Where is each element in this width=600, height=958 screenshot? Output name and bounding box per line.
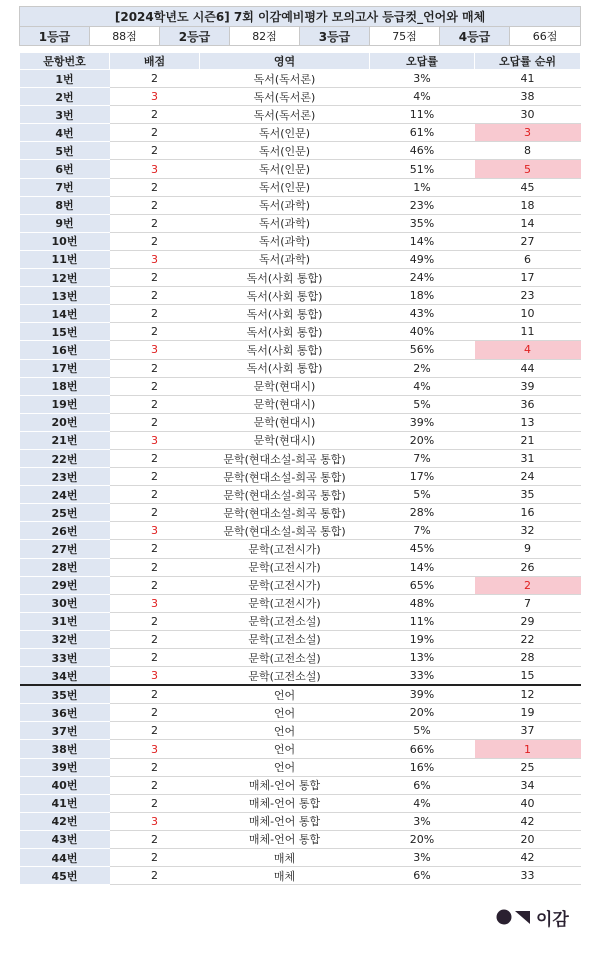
- points-cell: 2: [110, 269, 200, 287]
- table-row: [20, 576, 581, 594]
- grade-label: 1등급: [20, 27, 90, 46]
- question-number: 31번: [20, 612, 110, 630]
- question-number: 39번: [20, 758, 110, 776]
- wrong-rank-cell: 40: [475, 794, 581, 812]
- question-number: 3번: [20, 106, 110, 124]
- question-number: 45번: [20, 867, 110, 885]
- wrong-rate-cell: 3%: [370, 849, 475, 867]
- wrong-rate-cell: 45%: [370, 540, 475, 558]
- wrong-rank-cell: 26: [475, 558, 581, 576]
- table-row: [20, 88, 581, 106]
- area-cell: 문학(현대시): [200, 377, 370, 395]
- area-cell: 문학(고전소설): [200, 649, 370, 667]
- wrong-rank-cell: 37: [475, 722, 581, 740]
- wrong-rank-cell: 18: [475, 196, 581, 214]
- wrong-rate-cell: 23%: [370, 196, 475, 214]
- points-cell: 2: [110, 704, 200, 722]
- table-header: [20, 53, 581, 70]
- wrong-rank-cell: 20: [475, 830, 581, 848]
- table-row: [20, 250, 581, 268]
- points-cell: 2: [110, 142, 200, 160]
- wrong-rate-cell: 35%: [370, 214, 475, 232]
- area-cell: 문학(고전시가): [200, 594, 370, 612]
- area-cell: 독서(인문): [200, 160, 370, 178]
- table-row: [20, 359, 581, 377]
- table-row: [20, 867, 581, 885]
- area-cell: 문학(고전소설): [200, 630, 370, 648]
- wrong-rank-cell: 23: [475, 287, 581, 305]
- points-cell: 2: [110, 504, 200, 522]
- wrong-rank-cell: 5: [475, 160, 581, 178]
- col-header-wrong-rate: 오답률: [370, 53, 475, 70]
- points-cell: 3: [110, 250, 200, 268]
- points-cell: 2: [110, 395, 200, 413]
- wrong-rate-cell: 11%: [370, 106, 475, 124]
- igam-logo: [496, 906, 569, 928]
- points-cell: 2: [110, 830, 200, 848]
- wrong-rate-cell: 7%: [370, 449, 475, 467]
- wrong-rate-cell: 20%: [370, 704, 475, 722]
- points-cell: 2: [110, 776, 200, 794]
- wrong-rank-cell: 21: [475, 431, 581, 449]
- wrong-rate-cell: 17%: [370, 468, 475, 486]
- points-cell: 3: [110, 160, 200, 178]
- table-row: [20, 522, 581, 540]
- area-cell: 문학(현대시): [200, 395, 370, 413]
- wrong-rate-cell: 2%: [370, 359, 475, 377]
- table-body: [20, 70, 581, 885]
- area-cell: 독서(과학): [200, 232, 370, 250]
- table-row: [20, 612, 581, 630]
- question-number: 30번: [20, 594, 110, 612]
- wrong-rate-cell: 14%: [370, 558, 475, 576]
- question-number: 27번: [20, 540, 110, 558]
- question-number: 17번: [20, 359, 110, 377]
- wrong-rate-cell: 16%: [370, 758, 475, 776]
- question-stats-table: [19, 52, 581, 885]
- table-row: [20, 486, 581, 504]
- question-number: 35번: [20, 685, 110, 704]
- table-row: [20, 341, 581, 359]
- wrong-rank-cell: 45: [475, 178, 581, 196]
- question-number: 24번: [20, 486, 110, 504]
- wrong-rate-cell: 66%: [370, 740, 475, 758]
- points-cell: 2: [110, 867, 200, 885]
- table-row: [20, 812, 581, 830]
- wrong-rank-cell: 38: [475, 88, 581, 106]
- question-number: 33번: [20, 649, 110, 667]
- question-number: 28번: [20, 558, 110, 576]
- wrong-rate-cell: 5%: [370, 486, 475, 504]
- question-number: 25번: [20, 504, 110, 522]
- wrong-rank-cell: 19: [475, 704, 581, 722]
- question-number: 43번: [20, 830, 110, 848]
- points-cell: 2: [110, 323, 200, 341]
- wrong-rate-cell: 5%: [370, 722, 475, 740]
- wrong-rate-cell: 48%: [370, 594, 475, 612]
- table-row: [20, 704, 581, 722]
- question-number: 8번: [20, 196, 110, 214]
- table-row: [20, 630, 581, 648]
- area-cell: 언어: [200, 740, 370, 758]
- col-header-area: 영역: [200, 53, 370, 70]
- table-row: [20, 776, 581, 794]
- points-cell: 2: [110, 178, 200, 196]
- wrong-rank-cell: 41: [475, 70, 581, 88]
- question-number: 32번: [20, 630, 110, 648]
- points-cell: 2: [110, 70, 200, 88]
- area-cell: 독서(사회 통합): [200, 323, 370, 341]
- points-cell: 2: [110, 794, 200, 812]
- area-cell: 문학(현대소설-희곡 통합): [200, 468, 370, 486]
- wrong-rate-cell: 43%: [370, 305, 475, 323]
- area-cell: 독서(독서론): [200, 88, 370, 106]
- wrong-rate-cell: 61%: [370, 124, 475, 142]
- wrong-rate-cell: 33%: [370, 667, 475, 686]
- wrong-rank-cell: 25: [475, 758, 581, 776]
- wrong-rate-cell: 1%: [370, 178, 475, 196]
- table-row: [20, 558, 581, 576]
- wrong-rate-cell: 5%: [370, 395, 475, 413]
- wrong-rank-cell: 16: [475, 504, 581, 522]
- wrong-rank-cell: 30: [475, 106, 581, 124]
- area-cell: 언어: [200, 704, 370, 722]
- wrong-rate-cell: 13%: [370, 649, 475, 667]
- grade-label: 4등급: [440, 27, 510, 46]
- points-cell: 2: [110, 377, 200, 395]
- table-row: [20, 449, 581, 467]
- points-cell: 3: [110, 341, 200, 359]
- points-cell: 3: [110, 522, 200, 540]
- wrong-rate-cell: 20%: [370, 830, 475, 848]
- wrong-rate-cell: 11%: [370, 612, 475, 630]
- wrong-rate-cell: 18%: [370, 287, 475, 305]
- wrong-rank-cell: 33: [475, 867, 581, 885]
- area-cell: 문학(현대소설-희곡 통합): [200, 522, 370, 540]
- question-number: 26번: [20, 522, 110, 540]
- area-cell: 문학(고전소설): [200, 667, 370, 686]
- points-cell: 2: [110, 106, 200, 124]
- wrong-rate-cell: 19%: [370, 630, 475, 648]
- table-row: [20, 70, 581, 88]
- wrong-rank-cell: 7: [475, 594, 581, 612]
- wrong-rank-cell: 15: [475, 667, 581, 686]
- table-row: [20, 830, 581, 848]
- wrong-rate-cell: 39%: [370, 413, 475, 431]
- wrong-rate-cell: 6%: [370, 867, 475, 885]
- wrong-rate-cell: 3%: [370, 812, 475, 830]
- grade-score: 82점: [230, 27, 300, 46]
- wrong-rate-cell: 56%: [370, 341, 475, 359]
- table-row: [20, 287, 581, 305]
- question-number: 14번: [20, 305, 110, 323]
- question-number: 22번: [20, 449, 110, 467]
- wrong-rank-cell: 4: [475, 341, 581, 359]
- wrong-rank-cell: 42: [475, 812, 581, 830]
- area-cell: 문학(현대소설-희곡 통합): [200, 504, 370, 522]
- points-cell: 2: [110, 685, 200, 704]
- points-cell: 2: [110, 413, 200, 431]
- table-row: [20, 849, 581, 867]
- wrong-rank-cell: 39: [475, 377, 581, 395]
- wrong-rate-cell: 24%: [370, 269, 475, 287]
- question-number: 23번: [20, 468, 110, 486]
- area-cell: 문학(현대소설-희곡 통합): [200, 486, 370, 504]
- wrong-rate-cell: 40%: [370, 323, 475, 341]
- grade-label: 2등급: [160, 27, 230, 46]
- question-number: 40번: [20, 776, 110, 794]
- points-cell: 2: [110, 468, 200, 486]
- wrong-rank-cell: 11: [475, 323, 581, 341]
- area-cell: 언어: [200, 722, 370, 740]
- area-cell: 독서(독서론): [200, 70, 370, 88]
- table-row: [20, 649, 581, 667]
- table-row: [20, 740, 581, 758]
- area-cell: 문학(고전시가): [200, 576, 370, 594]
- wrong-rank-cell: 29: [475, 612, 581, 630]
- question-number: 29번: [20, 576, 110, 594]
- question-number: 6번: [20, 160, 110, 178]
- points-cell: 2: [110, 576, 200, 594]
- question-number: 18번: [20, 377, 110, 395]
- table-row: [20, 413, 581, 431]
- area-cell: 언어: [200, 758, 370, 776]
- points-cell: 2: [110, 649, 200, 667]
- question-number: 13번: [20, 287, 110, 305]
- points-cell: 2: [110, 449, 200, 467]
- points-cell: 3: [110, 667, 200, 686]
- points-cell: 2: [110, 558, 200, 576]
- page-title: [2024학년도 시즌6] 7회 이감예비평가 모의고사 등급컷_언어와 매체: [20, 7, 581, 27]
- area-cell: 독서(과학): [200, 196, 370, 214]
- area-cell: 독서(사회 통합): [200, 269, 370, 287]
- question-number: 5번: [20, 142, 110, 160]
- table-row: [20, 431, 581, 449]
- question-number: 20번: [20, 413, 110, 431]
- wrong-rank-cell: 42: [475, 849, 581, 867]
- area-cell: 매체-언어 통합: [200, 830, 370, 848]
- grade-score: 75점: [370, 27, 440, 46]
- wrong-rank-cell: 24: [475, 468, 581, 486]
- wrong-rate-cell: 14%: [370, 232, 475, 250]
- table-row: [20, 106, 581, 124]
- points-cell: 2: [110, 232, 200, 250]
- col-header-points: 배점: [110, 53, 200, 70]
- area-cell: 독서(인문): [200, 142, 370, 160]
- wrong-rate-cell: 4%: [370, 377, 475, 395]
- question-number: 16번: [20, 341, 110, 359]
- grade-score: 66점: [510, 27, 581, 46]
- wrong-rate-cell: 51%: [370, 160, 475, 178]
- grade-label: 3등급: [300, 27, 370, 46]
- wrong-rate-cell: 46%: [370, 142, 475, 160]
- points-cell: 2: [110, 359, 200, 377]
- table-row: [20, 124, 581, 142]
- table-row: [20, 794, 581, 812]
- grade-cut-table: [19, 6, 581, 46]
- question-number: 36번: [20, 704, 110, 722]
- points-cell: 2: [110, 214, 200, 232]
- wrong-rank-cell: 13: [475, 413, 581, 431]
- question-number: 11번: [20, 250, 110, 268]
- wrong-rank-cell: 35: [475, 486, 581, 504]
- wrong-rate-cell: 6%: [370, 776, 475, 794]
- question-number: 10번: [20, 232, 110, 250]
- table-row: [20, 323, 581, 341]
- area-cell: 문학(고전소설): [200, 612, 370, 630]
- question-number: 9번: [20, 214, 110, 232]
- points-cell: 2: [110, 196, 200, 214]
- question-number: 21번: [20, 431, 110, 449]
- wrong-rank-cell: 12: [475, 685, 581, 704]
- question-number: 15번: [20, 323, 110, 341]
- points-cell: 3: [110, 812, 200, 830]
- area-cell: 독서(인문): [200, 124, 370, 142]
- table-row: [20, 504, 581, 522]
- question-number: 7번: [20, 178, 110, 196]
- table-row: [20, 196, 581, 214]
- points-cell: 3: [110, 431, 200, 449]
- points-cell: 2: [110, 486, 200, 504]
- area-cell: 매체-언어 통합: [200, 776, 370, 794]
- points-cell: 2: [110, 722, 200, 740]
- table-row: [20, 377, 581, 395]
- table-row: [20, 685, 581, 704]
- wrong-rank-cell: 8: [475, 142, 581, 160]
- wrong-rank-cell: 3: [475, 124, 581, 142]
- wrong-rate-cell: 4%: [370, 794, 475, 812]
- igam-logo-icon: [496, 908, 532, 926]
- wrong-rank-cell: 36: [475, 395, 581, 413]
- wrong-rate-cell: 39%: [370, 685, 475, 704]
- area-cell: 독서(사회 통합): [200, 305, 370, 323]
- question-number: 2번: [20, 88, 110, 106]
- points-cell: 3: [110, 88, 200, 106]
- table-row: [20, 758, 581, 776]
- area-cell: 매체: [200, 849, 370, 867]
- col-header-question: 문항번호: [20, 53, 110, 70]
- area-cell: 독서(사회 통합): [200, 287, 370, 305]
- area-cell: 독서(사회 통합): [200, 359, 370, 377]
- area-cell: 독서(사회 통합): [200, 341, 370, 359]
- wrong-rank-cell: 2: [475, 576, 581, 594]
- points-cell: 2: [110, 758, 200, 776]
- area-cell: 언어: [200, 685, 370, 704]
- points-cell: 2: [110, 124, 200, 142]
- points-cell: 3: [110, 594, 200, 612]
- table-row: [20, 395, 581, 413]
- question-number: 4번: [20, 124, 110, 142]
- wrong-rank-cell: 1: [475, 740, 581, 758]
- table-row: [20, 178, 581, 196]
- wrong-rate-cell: 3%: [370, 70, 475, 88]
- area-cell: 독서(독서론): [200, 106, 370, 124]
- wrong-rank-cell: 44: [475, 359, 581, 377]
- question-number: 38번: [20, 740, 110, 758]
- grade-cut-row: [20, 27, 581, 46]
- area-cell: 독서(인문): [200, 178, 370, 196]
- table-row: [20, 232, 581, 250]
- points-cell: 2: [110, 630, 200, 648]
- table-row: [20, 594, 581, 612]
- wrong-rate-cell: 7%: [370, 522, 475, 540]
- points-cell: 2: [110, 540, 200, 558]
- logo-text: 이감: [536, 909, 569, 930]
- question-number: 12번: [20, 269, 110, 287]
- question-number: 37번: [20, 722, 110, 740]
- area-cell: 문학(현대소설-희곡 통합): [200, 449, 370, 467]
- wrong-rate-cell: 49%: [370, 250, 475, 268]
- question-number: 1번: [20, 70, 110, 88]
- wrong-rank-cell: 6: [475, 250, 581, 268]
- wrong-rate-cell: 4%: [370, 88, 475, 106]
- wrong-rank-cell: 28: [475, 649, 581, 667]
- question-number: 42번: [20, 812, 110, 830]
- wrong-rate-cell: 65%: [370, 576, 475, 594]
- points-cell: 2: [110, 287, 200, 305]
- wrong-rank-cell: 10: [475, 305, 581, 323]
- stats-sheet: [19, 6, 580, 885]
- table-row: [20, 269, 581, 287]
- points-cell: 2: [110, 849, 200, 867]
- table-row: [20, 305, 581, 323]
- wrong-rank-cell: 32: [475, 522, 581, 540]
- grade-score: 88점: [90, 27, 160, 46]
- table-row: [20, 722, 581, 740]
- wrong-rank-cell: 9: [475, 540, 581, 558]
- area-cell: 문학(고전시가): [200, 540, 370, 558]
- wrong-rank-cell: 22: [475, 630, 581, 648]
- area-cell: 매체: [200, 867, 370, 885]
- question-number: 44번: [20, 849, 110, 867]
- points-cell: 3: [110, 740, 200, 758]
- area-cell: 문학(현대시): [200, 431, 370, 449]
- area-cell: 매체-언어 통합: [200, 794, 370, 812]
- area-cell: 문학(현대시): [200, 413, 370, 431]
- question-number: 34번: [20, 667, 110, 686]
- question-number: 41번: [20, 794, 110, 812]
- wrong-rank-cell: 17: [475, 269, 581, 287]
- wrong-rank-cell: 31: [475, 449, 581, 467]
- table-row: [20, 160, 581, 178]
- wrong-rate-cell: 28%: [370, 504, 475, 522]
- wrong-rank-cell: 34: [475, 776, 581, 794]
- points-cell: 2: [110, 305, 200, 323]
- table-row: [20, 540, 581, 558]
- question-number: 19번: [20, 395, 110, 413]
- area-cell: 독서(과학): [200, 214, 370, 232]
- area-cell: 문학(고전시가): [200, 558, 370, 576]
- table-row: [20, 468, 581, 486]
- points-cell: 2: [110, 612, 200, 630]
- area-cell: 매체-언어 통합: [200, 812, 370, 830]
- table-row: [20, 667, 581, 686]
- table-row: [20, 142, 581, 160]
- wrong-rate-cell: 20%: [370, 431, 475, 449]
- wrong-rank-cell: 14: [475, 214, 581, 232]
- col-header-wrong-rank: 오답률 순위: [475, 53, 581, 70]
- wrong-rank-cell: 27: [475, 232, 581, 250]
- area-cell: 독서(과학): [200, 250, 370, 268]
- table-row: [20, 214, 581, 232]
